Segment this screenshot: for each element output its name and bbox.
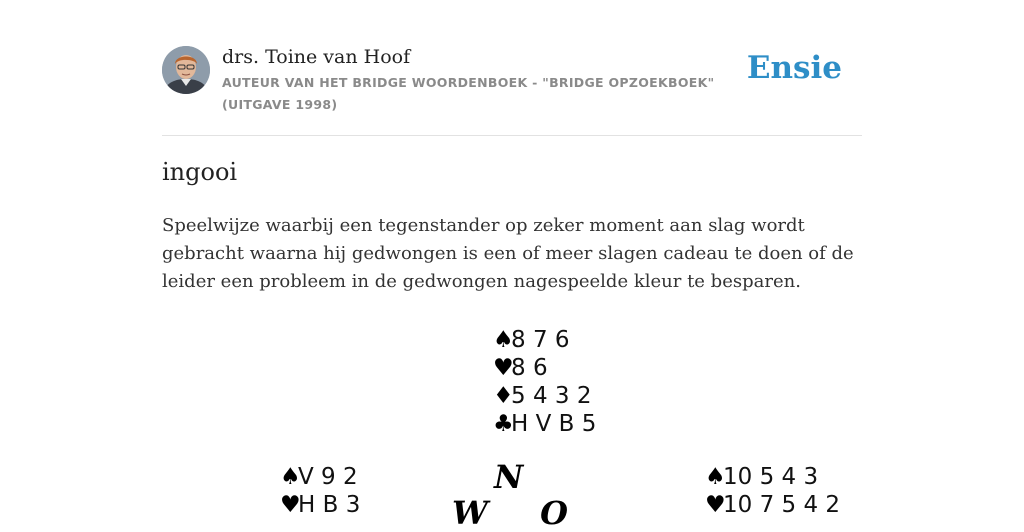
north-hearts: 8 6	[511, 355, 548, 381]
compass-east: O	[540, 494, 568, 532]
compass-west: W	[452, 494, 488, 532]
north-hand	[493, 326, 596, 438]
north-clubs: H V B 5	[511, 411, 597, 437]
west-spades-line	[280, 463, 360, 491]
west-spades: V 9 2	[298, 464, 358, 490]
north-spades: 8 7 6	[511, 327, 570, 353]
north-clubs-line	[493, 410, 596, 438]
author-portrait-icon	[162, 46, 210, 94]
heart-icon: ♥	[705, 492, 726, 518]
east-hearts: 10 7 5 4 2	[723, 492, 841, 518]
author-description: AUTEUR VAN HET BRIDGE WOORDENBOEK - "BRIDGE OPZOEKBOEK" (UITGAVE 1998)	[222, 75, 715, 112]
east-hearts-line	[705, 491, 840, 519]
north-diamonds-line	[493, 382, 596, 410]
club-icon: ♣	[493, 411, 514, 437]
north-diamonds: 5 4 3 2	[511, 383, 592, 409]
author-avatar[interactable]	[162, 46, 210, 94]
entry-header	[162, 46, 862, 116]
west-hand	[280, 463, 360, 519]
north-spades-line	[493, 326, 596, 354]
entry-term: ingooi	[162, 158, 238, 186]
ensie-logo[interactable]: Ensie	[746, 50, 842, 86]
diamond-icon: ♦	[493, 383, 514, 409]
header-divider	[162, 135, 862, 136]
north-hearts-line	[493, 354, 596, 382]
author-name[interactable]: drs. Toine van Hoof	[222, 46, 411, 68]
west-hearts-line	[280, 491, 360, 519]
spade-icon: ♠	[493, 327, 514, 353]
west-hearts: H B 3	[298, 492, 361, 518]
compass-north: N	[494, 458, 524, 496]
east-spades: 10 5 4 3	[723, 464, 819, 490]
heart-icon: ♥	[280, 492, 301, 518]
heart-icon: ♥	[493, 355, 514, 381]
entry-definition: Speelwijze waarbij een tegenstander op zeker moment aan slag wordt gebracht waarna hij gedwongen is een of meer slagen cadeau te doen of de leider een probleem in de gedwongen nagespeelde kleur te besparen.	[162, 215, 854, 292]
spade-icon: ♠	[705, 464, 726, 490]
east-spades-line	[705, 463, 840, 491]
spade-icon: ♠	[280, 464, 301, 490]
east-hand	[705, 463, 840, 519]
